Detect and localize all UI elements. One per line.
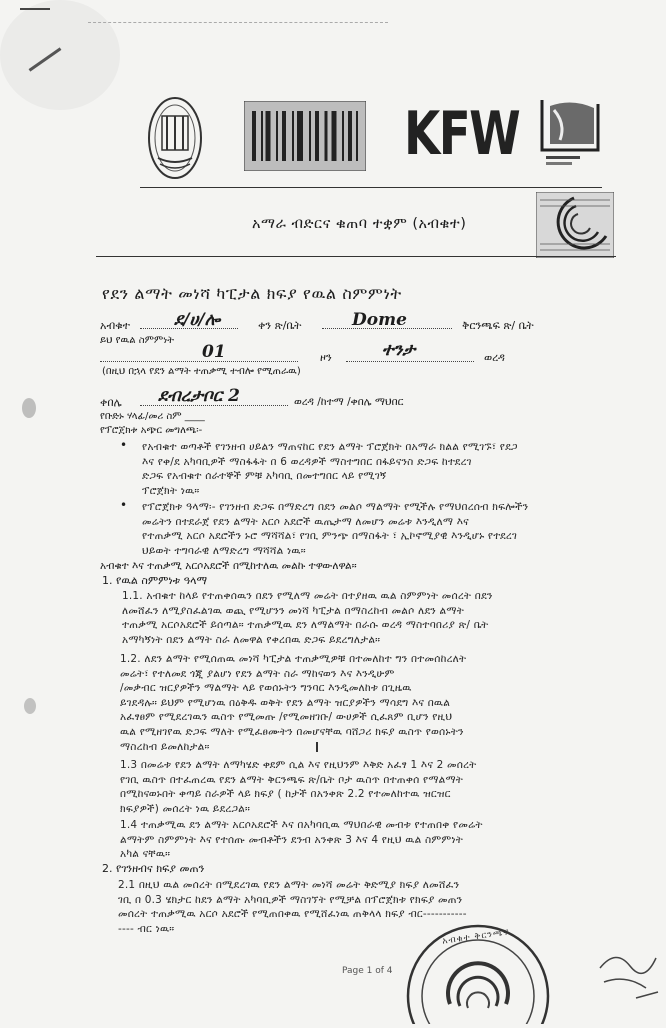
bullet-dot: • xyxy=(120,498,128,512)
paragraph-line: /መቃብር ዝርያዎችን ማልማት ላይ የወሰኑትን ግንባር እንዲመለከቱ በጊዜዉ xyxy=(120,682,412,695)
scan-mark xyxy=(20,8,50,10)
clause-1-3 xyxy=(120,758,476,816)
header-rule xyxy=(140,187,602,188)
paragraph-line: ዉል የሚዘገየዉ ድጋፍ ማለት የሚፈፀሙትን በመሆናቸዉ ባሸጋሪ ክፍያ ዉስጥ የወሰኑትን xyxy=(120,725,464,738)
kfw-logo xyxy=(404,98,520,170)
kfw-text: KFW xyxy=(404,99,520,169)
scan-mark xyxy=(88,22,388,23)
field-office-value: Dome xyxy=(352,310,407,330)
paragraph-line: የገቢ ዉስጥ በተፈጠረዉ የደን ልማት ቅርንጫፍ ጽ/ቤት ቦታ ዉስጥ በተጠቀሰ የማልማት xyxy=(120,773,464,786)
intro-line: አብቁተ እና ተጠቃሚ አርሶአደሮች በሚከተለዉ መልኩ ተዋውለዋል። xyxy=(100,560,357,572)
barcode-emblem-logo xyxy=(244,101,366,171)
project-summary-label: የፕሮጀክቱ አጭር መግለጫ፡- xyxy=(100,425,203,436)
paragraph-line: ---- ብር ነዉ። xyxy=(118,922,175,935)
field-abcuti-value: ደ/ሀ/ሎ xyxy=(174,310,220,330)
document-title: የደን ልማት መነሻ ካፒታል ክፍያ የዉል ስምምነት xyxy=(102,284,402,303)
label-office: ቀን ጽ/ቤት xyxy=(258,319,302,332)
clause-1-4 xyxy=(120,818,483,862)
scan-smudge xyxy=(22,398,36,418)
label-abcuti: አብቁተ xyxy=(100,319,131,332)
paragraph-line: 1.2. ለደን ልማት የሚሰጠዉ መነሻ ካፒታል ተጠቃሚዎቹ በተመለከተ ግን በተመሰከረለት xyxy=(120,653,467,665)
paragraph-line: ድጋፍ የአብቁተ ሰራተኞች ምቹ አካባቢ በመተግበር ላይ የሚገኝ xyxy=(142,470,387,483)
label-woreda-city: ወረዳ /ከተማ /ቀበሌ ማህበር xyxy=(294,396,404,408)
paragraph-line: የአብቁተ ወጣቶች የገንዘብ ሀይልን ማጠናከር የደን ልማት ፕሮጀክት በአማራ ክልል የሚገኙ፣ የደጋ xyxy=(142,441,518,453)
paragraph-line: 2.1 በዚህ ዉል መሰረት በሚደረገዉ የደን ልማት መነሻ መሬት ቅድሚያ ክፍያ ለመሸፈን xyxy=(118,879,460,891)
paragraph-line: መሬትን በተደራጀ የደን ልማት አርሶ አደሮች ዉጤታማ ለመሆን መሬቱ እንዲለማ እና xyxy=(142,515,469,528)
paragraph-line: ማስረከብ ይመለከታል። xyxy=(120,740,210,753)
label-zone: ዞን xyxy=(320,351,332,364)
aemfi-seal-logo xyxy=(536,192,614,258)
label-kebele: ቀበሌ xyxy=(100,396,122,409)
project-objective-bullet xyxy=(142,500,528,558)
section1-title: 1. የዉል ስምምነቱ ዓላማ xyxy=(102,574,208,587)
paragraph-line: በሚከናወኑበት ቀጣይ ስራዎች ላይ ክፍያ ( ከታች በአንቀጽ 2.2 የተመለከተዉ ዝርዝር xyxy=(120,788,451,801)
project-description-bullet xyxy=(142,440,518,498)
paragraph-line: ለመሸፈን ለሚያስፈልገዉ ወጪ የሚሆንን መነሻ ካፒታል በማስረከብ መልሶ ለደን ልማት xyxy=(122,604,464,617)
paragraph-line: ልማትም ስምምነት እና የተሰጡ መብቶችን ደንብ አንቀጽ 3 እና 4 የዚህ ዉል ስምምነት xyxy=(120,833,463,846)
paragraph-line: እና የቀ/ደ አካባቢዎች ማስፋፋት በ 6 ወረዳዎች ማስተግበር በፋይናንስ ድጋፍ ከተደረገ xyxy=(142,455,472,468)
field-zone-value: ተንታ xyxy=(382,340,416,360)
label-branch: ቅርንጫፍ ጽ/ ቤት xyxy=(462,319,534,332)
german-cooperation-logo xyxy=(536,94,608,178)
institution-title: አማራ ብድርና ቁጠባ ተቋም (አብቁተ) xyxy=(252,216,467,232)
paragraph-line: 1.4 ተጠቃሚዉ ደን ልማት አርሶአደሮች እና በአካባቢዉ ማህበራዊ መብቱ የተጠበቀ የመሬት xyxy=(120,819,483,831)
paragraph-line: ይገደዳሉ። ይህም የሚሆነዉ በዕቅዱ ወቅት የደን ልማት ዝርያዎችን ማሳደግ እና በዉል xyxy=(120,696,451,709)
paragraph-line: የተጠቃሚ አርሶ አደሮችን ኑሮ ማሻሻል፣ የገቢ ምንጭ በማስፋት ፣ ኢኮኖሚያዊ እንዲሆኑ የተደረገ xyxy=(142,530,518,543)
scan-smudge xyxy=(0,0,120,110)
paragraph-line: ገቢ በ 0.3 ሄክታር ከደን ልማት አካባቢዎች ማስገኘት የሚቻል በፕሮጀክቱ የክፍያ መጠን xyxy=(118,893,463,906)
clause-1-1 xyxy=(122,589,493,647)
signature-scribble xyxy=(596,938,662,1008)
section2-title: 2. የገንዘብና ክፍያ መጠን xyxy=(102,862,205,875)
paragraph-line: አፈፃፀም የሚደረገዉን ዉስጥ የሚመጡ /የሚመዘገቡ/ ውሀዎች ሲፈጸም ቢሆን የዚህ xyxy=(120,711,453,724)
paragraph-line: 1.3 በመሬቱ የደን ልማት ለማካሄድ ቀደም ሲል እና የዚህንም እቅድ አፈፃ 1 እና 2 መሰረት xyxy=(120,759,477,771)
regional-emblem-logo xyxy=(146,94,204,184)
scan-mark xyxy=(316,742,318,752)
paragraph-line: የፕሮጀክቱ ዓላማ፡- የገንዘብ ድጋፍ በማድረግ በደን መልሶ ማልማት የሚችሉ የማህበረሰብ ክፍሎችን xyxy=(142,501,529,513)
page-number: Page 1 of 4 xyxy=(342,966,393,976)
scan-smudge xyxy=(24,698,36,714)
paragraph-line: አማካኝነት በደን ልማት ስራ ለመዋል የቀረበዉ ድጋፍ ይደረግለታል። xyxy=(122,633,381,646)
stamp-text: አብቁተ ቅርንጫፍ xyxy=(441,927,511,947)
paragraph-line: አካል ናቸዉ። xyxy=(120,848,171,861)
paragraph-line: መሬት፣ የተለመደ ጎጂ ያልሆነ የደን ልማት ስራ ማከናወን እና እንዲሁም xyxy=(120,667,395,680)
title-rule xyxy=(96,256,616,257)
paragraph-line: 1.1. አብቁተ ከላይ የተጠቀሰዉን በደን የሚለማ መሬት በተያዘዉ ዉል ስምምነት መሰረት በደን xyxy=(122,590,493,602)
label-woreda: ወረዳ xyxy=(484,351,505,364)
paragraph-line: ተጠቃሚ አርሶአደሮች ይሰጣል። ተጠቃሚዉ ደን ለማልማት በራሱ ወረዳ ማስተባበሪያ ጽ/ ቤት xyxy=(122,619,489,632)
clause-1-2 xyxy=(120,652,466,754)
paragraph-line: ክፍያዎች) መሰረት ነዉ ይደረጋል። xyxy=(120,802,251,815)
field-kebele-value: ደብረታቦር 2 xyxy=(158,386,240,406)
paragraph-line: ህይወት ተግባራዊ ለማድረግ ማሻሻል ነዉ። xyxy=(142,544,306,557)
beneficiary-note: (በዚህ በኋላ የደን ልማት ተጠቃሚ ተብሎ የሚጠራዉ) xyxy=(102,366,301,377)
field-zone-line xyxy=(346,361,474,362)
paragraph-line: ፕሮጀክት ነዉ። xyxy=(142,484,200,497)
field-code-value: 01 xyxy=(202,342,226,362)
field-code-line xyxy=(100,361,298,362)
paragraph-line: መሰረት ተጠቃሚዉ አርሶ አደሮች የሚጠበቀዉ የሚሸፈነዉ ጠቅላላ ክፍያ ብር----------- xyxy=(118,908,467,921)
agreement-prefix: ይህ የዉል ስምምነት xyxy=(100,335,174,346)
bullet-dot: • xyxy=(120,438,128,452)
group-leader-label: የቡድኑ ሃላፊ/መሪ ስም ____ xyxy=(100,411,205,422)
official-stamp xyxy=(398,924,558,1024)
